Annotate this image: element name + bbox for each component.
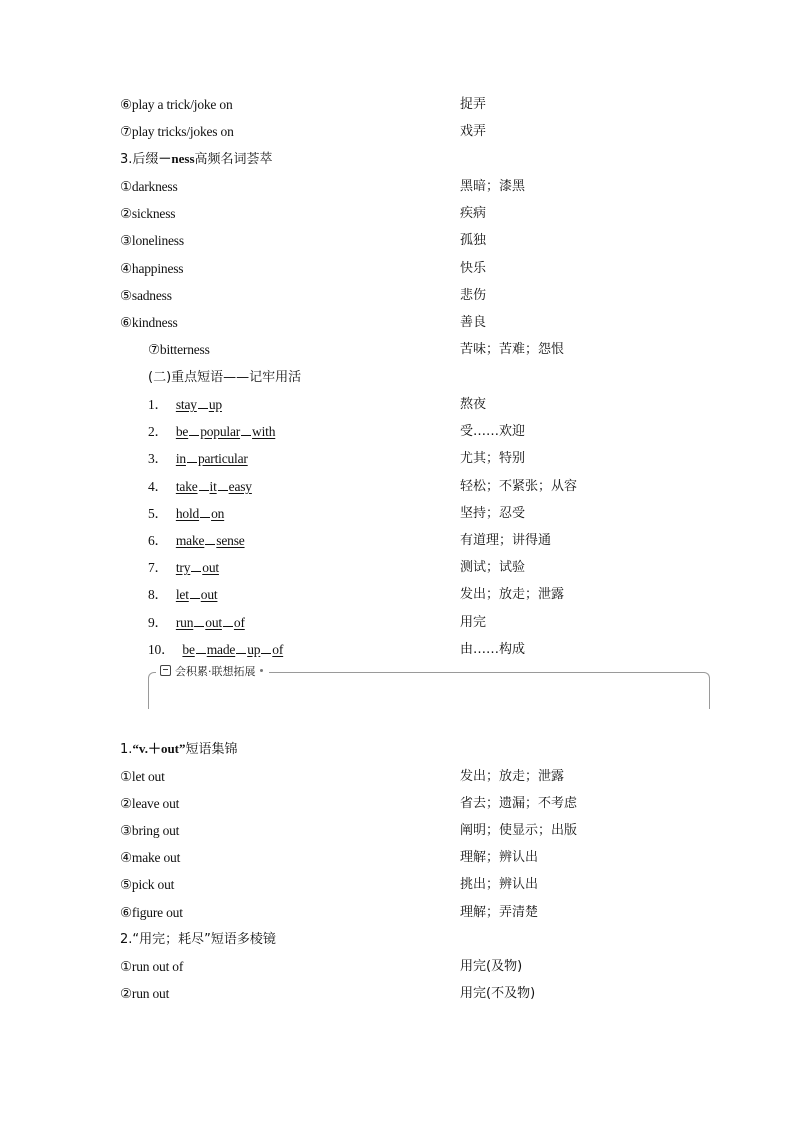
section-3-heading bbox=[120, 148, 273, 171]
list-item bbox=[0, 793, 794, 815]
box-title-text: 会积累·联想拓展 bbox=[175, 665, 256, 678]
phrase-word: be bbox=[182, 642, 195, 657]
phrase-word: on bbox=[211, 506, 225, 521]
phrases-heading: (二)重点短语——记牢用活 bbox=[148, 370, 302, 385]
box-title bbox=[156, 664, 269, 680]
phrase-blank bbox=[148, 394, 222, 416]
phrase-number: 9． bbox=[148, 615, 168, 630]
phrase-word: particular bbox=[197, 451, 248, 466]
list-item bbox=[0, 847, 794, 869]
phrase-blank bbox=[148, 476, 252, 498]
list-item bbox=[0, 956, 794, 978]
list-item bbox=[0, 285, 794, 307]
phrase-word: stay bbox=[175, 397, 197, 412]
phrase-word: hold bbox=[175, 506, 200, 521]
phrase-zh: 轻松；不紧张；从容 bbox=[460, 479, 578, 494]
word-zh: 孤独 bbox=[460, 233, 487, 248]
phrase-zh: 测试；试验 bbox=[460, 560, 526, 575]
phrase-word: be bbox=[175, 424, 189, 439]
phrase-blank bbox=[148, 584, 217, 606]
phrase-zh: 发出；放走；泄露 bbox=[460, 769, 565, 784]
phrase-row bbox=[0, 394, 794, 416]
list-item bbox=[0, 820, 794, 842]
phrase-blank bbox=[148, 557, 219, 579]
phrase-word: popular bbox=[200, 424, 241, 439]
phrase-row bbox=[0, 557, 794, 579]
phrase-word: up bbox=[247, 642, 261, 657]
note-icon bbox=[160, 665, 171, 676]
phrase-word: easy bbox=[228, 479, 252, 494]
phrase-zh: 坚持；忍受 bbox=[460, 506, 526, 521]
phrase-word: out bbox=[200, 587, 218, 602]
word-en: ①darkness bbox=[120, 179, 178, 194]
phrase-en: ①run out of bbox=[120, 959, 184, 974]
phrase-blank bbox=[148, 421, 275, 443]
phrase-word: take bbox=[175, 479, 198, 494]
phrase-word: in bbox=[175, 451, 186, 466]
phrase-word: try bbox=[175, 560, 191, 575]
list-item bbox=[0, 983, 794, 1005]
list-item bbox=[0, 121, 794, 143]
heading-rest: 高频名词荟萃 bbox=[194, 152, 273, 167]
phrase-zh: 尤其；特别 bbox=[460, 451, 526, 466]
use-heading: 2.“用完；耗尽”短语多棱镜 bbox=[120, 932, 276, 947]
word-zh: 快乐 bbox=[460, 261, 487, 276]
word-en: ⑦bitterness bbox=[148, 342, 210, 357]
list-item bbox=[0, 203, 794, 225]
out-heading bbox=[120, 738, 238, 761]
list-item bbox=[0, 176, 794, 198]
phrase-word: make bbox=[175, 533, 205, 548]
phrase-number: 7． bbox=[148, 560, 168, 575]
phrase-zh: 阐明；使显示；出版 bbox=[460, 823, 578, 838]
section-heading bbox=[0, 367, 794, 389]
phrase-en: ①let out bbox=[120, 769, 165, 784]
phrase-row bbox=[0, 584, 794, 606]
phrase-zh: 戏弄 bbox=[460, 124, 487, 139]
phrase-number: 6． bbox=[148, 533, 168, 548]
phrase-row bbox=[0, 421, 794, 443]
phrase-zh: 用完 bbox=[460, 615, 487, 630]
phrase-blank bbox=[148, 639, 283, 661]
heading-rest: 短语集锦 bbox=[185, 742, 238, 757]
phrase-en: ②run out bbox=[120, 986, 170, 1001]
section-heading bbox=[0, 148, 794, 170]
word-en: ⑥kindness bbox=[120, 315, 178, 330]
phrase-word: of bbox=[272, 642, 284, 657]
phrase-number: 3． bbox=[148, 451, 168, 466]
word-zh: 黑暗；漆黑 bbox=[460, 179, 526, 194]
heading-prefix: 3.后缀 bbox=[120, 152, 159, 167]
word-en: ③loneliness bbox=[120, 233, 184, 248]
phrase-word: it bbox=[209, 479, 217, 494]
word-zh: 善良 bbox=[460, 315, 487, 330]
phrase-word: out bbox=[205, 615, 222, 630]
phrase-zh: 挑出；辨认出 bbox=[460, 877, 539, 892]
phrase-zh: 发出；放走；泄露 bbox=[460, 587, 565, 602]
phrase-word: let bbox=[175, 587, 189, 602]
phrase-en: ②leave out bbox=[120, 796, 180, 811]
word-zh: 悲伤 bbox=[460, 288, 487, 303]
phrase-zh: 有道理；讲得通 bbox=[460, 533, 552, 548]
word-zh: 疾病 bbox=[460, 206, 487, 221]
phrase-en: ③bring out bbox=[120, 823, 180, 838]
list-item bbox=[0, 339, 794, 361]
list-item bbox=[0, 874, 794, 896]
section-heading bbox=[0, 929, 794, 951]
phrase-row bbox=[0, 530, 794, 552]
phrase-en: ⑦play tricks/jokes on bbox=[120, 124, 234, 139]
phrase-zh: 省去；遗漏；不考虑 bbox=[460, 796, 578, 811]
word-en: ②sickness bbox=[120, 206, 176, 221]
list-item bbox=[0, 902, 794, 924]
phrase-blank bbox=[148, 448, 248, 470]
list-item bbox=[0, 312, 794, 334]
list-item bbox=[0, 766, 794, 788]
phrase-number: 5． bbox=[148, 506, 168, 521]
phrase-number: 1． bbox=[148, 397, 168, 412]
phrase-row bbox=[0, 476, 794, 498]
phrase-row bbox=[0, 448, 794, 470]
phrase-word: run bbox=[175, 615, 194, 630]
phrase-row bbox=[0, 503, 794, 525]
phrase-word: out bbox=[202, 560, 219, 575]
phrase-blank bbox=[148, 503, 224, 525]
section-heading bbox=[0, 738, 794, 760]
phrase-word: of bbox=[233, 615, 245, 630]
phrase-number: 10． bbox=[148, 642, 175, 657]
phrase-zh: 理解；辨认出 bbox=[460, 850, 539, 865]
phrase-en: ⑥figure out bbox=[120, 905, 183, 920]
phrase-row bbox=[0, 612, 794, 634]
phrase-word: sense bbox=[216, 533, 245, 548]
phrase-blank bbox=[148, 530, 245, 552]
word-en: ⑤sadness bbox=[120, 288, 172, 303]
phrase-number: 4． bbox=[148, 479, 168, 494]
word-en: ④happiness bbox=[120, 261, 184, 276]
phrase-row bbox=[0, 639, 794, 661]
word-zh: 苦味；苦难；怨恨 bbox=[460, 342, 565, 357]
phrase-word: up bbox=[208, 397, 222, 412]
phrase-zh: 受……欢迎 bbox=[460, 424, 526, 439]
phrase-zh: 用完(及物) bbox=[460, 959, 523, 974]
phrase-word: made bbox=[206, 642, 236, 657]
phrase-en: ④make out bbox=[120, 850, 181, 865]
phrase-zh: 捉弄 bbox=[460, 97, 487, 112]
phrase-blank bbox=[148, 612, 245, 634]
phrase-zh: 用完(不及物) bbox=[460, 986, 536, 1001]
list-item bbox=[0, 230, 794, 252]
phrase-number: 2． bbox=[148, 424, 168, 439]
phrase-number: 8． bbox=[148, 587, 168, 602]
heading-suffix: －ness bbox=[158, 151, 195, 166]
list-item bbox=[0, 94, 794, 116]
phrase-zh: 熬夜 bbox=[460, 397, 487, 412]
phrase-zh: 理解；弄清楚 bbox=[460, 905, 539, 920]
list-item bbox=[0, 258, 794, 280]
phrase-zh: 由……构成 bbox=[460, 642, 526, 657]
phrase-en: ⑤pick out bbox=[120, 877, 175, 892]
heading-prefix: 1. bbox=[120, 742, 133, 757]
phrase-en: ⑥play a trick/joke on bbox=[120, 97, 233, 112]
heading-bold: “v.＋out” bbox=[132, 741, 186, 756]
phrase-word: with bbox=[252, 424, 276, 439]
